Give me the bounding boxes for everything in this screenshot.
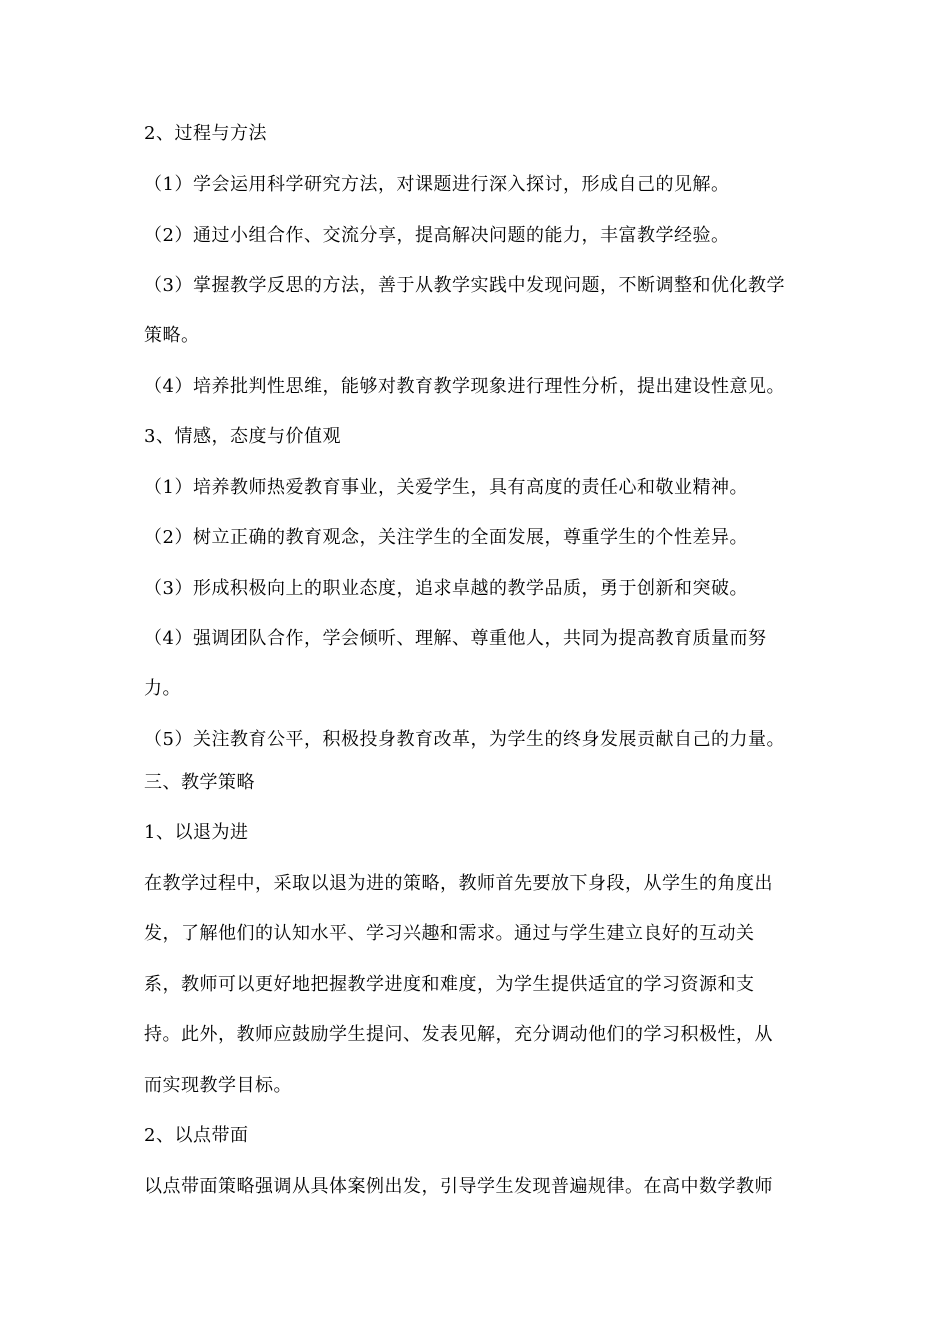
paragraph-line: （2）树立正确的教育观念，关注学生的全面发展，尊重学生的个性差异。 bbox=[144, 527, 748, 548]
paragraph-line: （5）关注教育公平，积极投身教育改革，为学生的终身发展贡献自己的力量。 bbox=[144, 729, 785, 750]
paragraph-line: （1）学会运用科学研究方法，对课题进行深入探讨，形成自己的见解。 bbox=[144, 174, 730, 195]
paragraph-line: 以点带面策略强调从具体案例出发，引导学生发现普遍规律。在高中数学教师 bbox=[144, 1176, 773, 1197]
section-heading-teaching-strategy: 三、教学策略 bbox=[144, 772, 255, 793]
subsection-heading-point-to-area: 2、以点带面 bbox=[144, 1125, 249, 1146]
paragraph-line: 策略。 bbox=[144, 325, 200, 346]
paragraph-line: （3）掌握教学反思的方法，善于从教学实践中发现问题，不断调整和优化教学 bbox=[144, 275, 785, 296]
paragraph-line: 系，教师可以更好地把握教学进度和难度，为学生提供适宜的学习资源和支 bbox=[144, 974, 755, 995]
section-heading-process-methods: 2、过程与方法 bbox=[144, 123, 267, 144]
paragraph-line: 力。 bbox=[144, 678, 181, 699]
paragraph-line: （4）培养批判性思维，能够对教育教学现象进行理性分析，提出建设性意见。 bbox=[144, 376, 785, 397]
subsection-heading-retreat-to-advance: 1、以退为进 bbox=[144, 822, 249, 843]
paragraph-line: （4）强调团队合作，学会倾听、理解、尊重他人，共同为提高教育质量而努 bbox=[144, 628, 767, 649]
paragraph-line: 在教学过程中，采取以退为进的策略，教师首先要放下身段，从学生的角度出 bbox=[144, 873, 773, 894]
paragraph-line: （3）形成积极向上的职业态度，追求卓越的教学品质，勇于创新和突破。 bbox=[144, 578, 748, 599]
paragraph-line: （1）培养教师热爱教育事业，关爱学生，具有高度的责任心和敬业精神。 bbox=[144, 477, 748, 498]
paragraph-line: 持。此外，教师应鼓励学生提问、发表见解，充分调动他们的学习积极性，从 bbox=[144, 1024, 773, 1045]
paragraph-line: 发，了解他们的认知水平、学习兴趣和需求。通过与学生建立良好的互动关 bbox=[144, 923, 755, 944]
paragraph-line: （2）通过小组合作、交流分享，提高解决问题的能力，丰富教学经验。 bbox=[144, 225, 730, 246]
section-heading-emotion-attitude-values: 3、情感，态度与价值观 bbox=[144, 426, 341, 447]
paragraph-line: 而实现教学目标。 bbox=[144, 1075, 292, 1096]
